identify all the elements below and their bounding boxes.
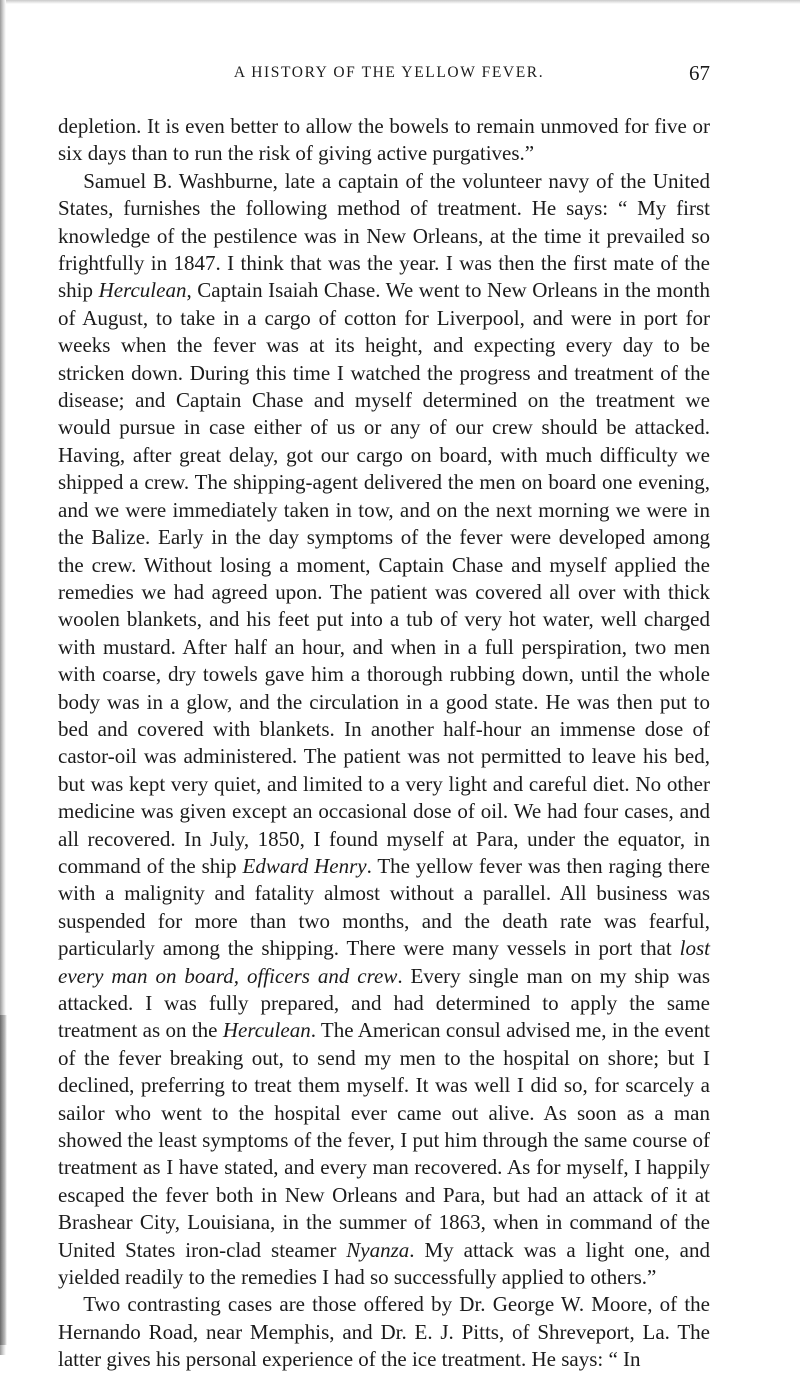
italic-title-text: Herculean [222,1018,311,1043]
italic-title-text: lost every man on board, officers and crew [58,936,710,988]
page-edge-shadow [0,1015,7,1345]
header-title: A HISTORY OF THE YELLOW FEVER. [233,64,545,81]
body-text [58,113,710,1374]
text-run: . My attack was a light one, and yielded readily to the remedies I had so successfully applied to others.” [58,1237,710,1290]
text-run: . Every single man on my ship was attacked. I was fully prepared, and had determined to apply the same treatment as on the [58,963,710,1043]
page-number: 67 [689,61,710,85]
text-run: Samuel B. Washburne, late a captain of the volunteer navy of the United States, furnishes the following method of treatment. He says: “ My first knowledge of the pestilence was in New Orleans, at the time it prevailed so frightfully in 1847. I think that was the year. I was then the first mate of the ship [58,168,710,303]
running-header [68,58,710,88]
page-top-edge [0,0,800,4]
italic-title-text: Edward Henry [242,853,367,878]
text-run: depletion. It is even better to allow the bowels to remain unmoved for five or six days than to run the risk of giving active purgatives.” [58,114,710,166]
text-run: Two contrasting cases are those offered by Dr. George W. Moore, of the Hernando Road, near Memphis, and Dr. E. J. Pitts, of Shreveport, La. The latter gives his personal experience of the ice treatment. He says: “ In [58,1292,710,1372]
paragraph-contrasting-cases [58,1291,710,1373]
text-run: , Captain Isaiah Chase. We went to New Orleans in the month of August, to take in a cargo of cotton for Liverpool, and were in port for weeks when the fever was at its height, and expecting every day to be stricken down. During this time I watched the progress and treatment of the disease; and Captain Chase and myself determined on the treatment we would pursue in case either of us or any of our crew should be attacked. Having, after great delay, got our cargo on board, with much difficulty we shipped a crew. The shipping-agent delivered the men on board one evening, and we were immediately taken in tow, and on the next morning we were in the Balize. Early in the day symptoms of the fever were developed among the crew. Without losing a moment, Captain Chase and myself applied the remedies we had agreed upon. The patient was covered all over with thick woolen blankets, and his feet put into a tub of very hot water, well charged with mustard. After half an hour, and when in a full perspiration, two men with coarse, dry towels gave him a thorough rubbing down, until the whole body was in a glow, and the circulation in a good state. He was then put to bed and covered with blankets. In another half-hour an immense dose of castor-oil was administered. The patient was not permitted to leave his bed, but was kept very quiet, and limited to a very light and careful diet. No other medicine was given except an occasional dose of oil. We had four cases, and all recovered. In July, 1850, I found myself at Para, under the equator, in command of the ship [58,278,710,878]
paragraph-continuation [58,113,710,168]
italic-title-text: Nyanza [346,1237,410,1262]
text-run: . The yellow fever was then raging there with a malignity and fatality almost without a parallel. All business was suspended for more than two months, and the death rate was fearful, particularly among the shipping. There were many vessels in port that [58,853,710,961]
text-run: . The American consul advised me, in the event of the fever breaking out, to send my men to the hospital on shore; but I declined, preferring to treat them myself. It was well I did so, for scarcely a sailor who went to the hospital ever came out alive. As soon as a man showed the least symptoms of the fever, I put him through the same course of treatment as I have stated, and every man recovered. As for myself, I happily escaped the fever both in New Orleans and Para, but had an attack of it at Brashear City, Louisiana, in the summer of 1863, when in command of the United States iron-clad steamer [58,1018,710,1262]
paragraph-washburne [58,168,710,1292]
italic-title-text: Herculean [98,278,187,303]
